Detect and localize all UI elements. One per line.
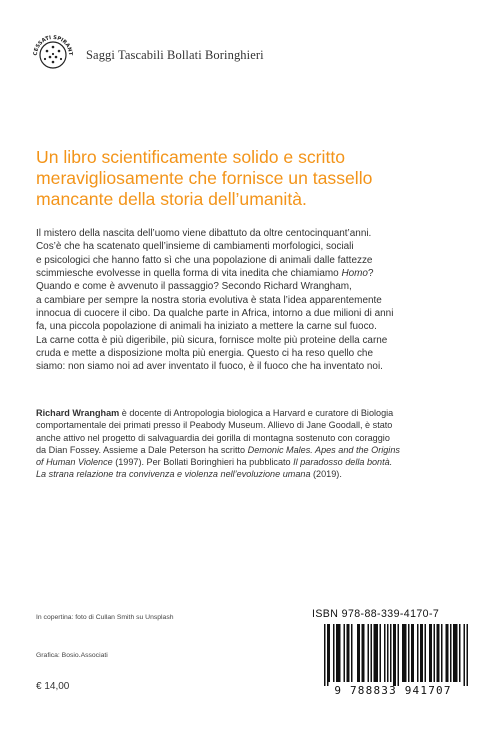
bio-text: è docente di Antropologia biologica a Harvard e curatore di Biologia <box>119 408 394 418</box>
bio-line <box>36 407 476 419</box>
barcode-bar <box>371 624 373 682</box>
barcode-bar <box>464 624 466 686</box>
barcode-bar <box>459 624 461 682</box>
barcode-bar <box>434 624 436 682</box>
bio-line <box>36 456 476 468</box>
barcode-bar <box>351 624 353 682</box>
barcode-bar <box>390 624 392 682</box>
barcode-bar <box>329 624 331 682</box>
barcode-bar <box>362 624 364 682</box>
series-name: Saggi Tascabili Bollati Boringhieri <box>86 47 264 62</box>
barcode-bar <box>453 624 455 682</box>
barcode-bar <box>398 624 400 686</box>
description-line: e psicologici che hanno fatto sì che una popolazione di animali dalle fattezze <box>36 254 373 266</box>
barcode-bar <box>339 624 341 682</box>
barcode-bar <box>447 624 449 682</box>
isbn-label: ISBN 978-88-339-4170-7 <box>312 608 440 620</box>
barcode-bar <box>344 624 346 682</box>
header <box>30 32 264 78</box>
homo-word: Homo <box>341 268 368 280</box>
graphics-credit: Grafica: Bosio.Associati <box>36 652 108 659</box>
barcode-bar <box>359 624 361 682</box>
barcode-bar <box>425 624 427 682</box>
bio-line <box>36 468 476 480</box>
barcode-bar <box>357 624 359 682</box>
barcode-bar <box>363 624 365 682</box>
description-text: scimmiesche evolvesse in quella forma di vita inedita che chiamiamo <box>36 268 339 280</box>
barcode-bar <box>441 624 443 682</box>
barcode-bar <box>384 624 386 682</box>
bio-line: comportamentale dei primati presso il Peabody Museum. Allievo di Jane Goodall, è stato <box>36 420 393 431</box>
barcode-bar <box>420 624 422 682</box>
bio-text: (1997). Per Bollati Boringhieri ha pubblicato <box>112 457 294 468</box>
barcode-bar <box>387 624 389 682</box>
barcode-bar <box>429 624 431 682</box>
barcode-bar <box>456 624 458 682</box>
barcode-bar <box>374 624 376 682</box>
description-line: a cambiare per sempre la nostra storia evolutiva è stata l’idea apparentemente <box>36 294 382 306</box>
barcode-bar <box>368 624 370 682</box>
headline-line: Un libro scientificamente solido e scritto <box>36 147 345 167</box>
barcode-bar <box>405 624 407 682</box>
barcode-bar <box>336 624 338 682</box>
bio-text: da Dian Fossey. Assieme a Dale Peterson ha scritto <box>36 444 248 455</box>
author-name: Richard Wrangham <box>36 408 120 418</box>
cover-credit: In copertina: foto di Cullan Smith su Unsplash <box>36 614 174 621</box>
headline <box>36 147 476 210</box>
description-line: La carne cotta è più digeribile, più sicura, fornisce molte più proteine della carne <box>36 334 388 346</box>
barcode-bar <box>402 624 404 682</box>
barcode-bar <box>413 624 415 682</box>
description-line: Cos’è che ha scatenato quell’insieme di cambiamenti morfologici, sociali <box>36 241 354 253</box>
barcode-bar <box>446 624 448 682</box>
barcode-bar <box>327 624 329 686</box>
barcode-bar <box>411 624 413 682</box>
description-line: innocua di cuocere il cibo. Da qualche parte in Africa, intorno a due milioni di anni <box>36 308 394 320</box>
barcode-bar <box>431 624 433 682</box>
barcode-bar <box>348 624 350 682</box>
logo-text: CESSATI SPIRANT <box>32 34 74 56</box>
headline-line: meravigliosamente che fornisce un tassello <box>36 168 373 188</box>
barcode-bar <box>422 624 424 682</box>
description-text: ? <box>367 268 374 280</box>
description-line: cruda e mette a disposizione molta più energia. Questo ci ha reso quello che <box>36 348 373 360</box>
author-bio <box>36 407 476 481</box>
barcode-bar <box>380 624 382 682</box>
description-line: fa, una piccola popolazione di animali ha iniziato a mettere la carne sul fuoco. <box>36 321 377 333</box>
barcode-bar <box>450 624 452 682</box>
barcode-bar <box>408 624 410 682</box>
bio-line: anche attivo nel progetto di salvaguardia dei gorilla di montagna sostenuto con coraggio <box>36 432 390 443</box>
description-line: siamo: non siamo noi ad aver inventato il fuoco, è il fuoco che ha inventato noi. <box>36 361 383 373</box>
barcode-bar <box>437 624 439 682</box>
publisher-logo <box>30 32 76 78</box>
barcode-bar <box>417 624 419 682</box>
barcode-bar <box>393 624 395 686</box>
barcode-digits: 9 788833 941707 <box>334 684 452 696</box>
description-line <box>36 267 476 280</box>
barcode <box>312 624 474 696</box>
book-title: La strana relazione tra convivenza e violenza nell’evoluzione umana <box>36 469 311 480</box>
barcode-bar <box>324 624 326 686</box>
book-title: of Human Violence <box>36 457 113 468</box>
book-title: Il paradosso della bontà. <box>293 457 393 468</box>
barcode-bar <box>467 624 469 686</box>
barcode-bar <box>347 624 349 682</box>
description-line: Il mistero della nascita dell’uomo viene dibattuto da oltre centocinquant’anni. <box>36 228 372 239</box>
barcode-bar <box>333 624 335 682</box>
bio-line <box>36 444 476 456</box>
price: € 14,00 <box>36 681 70 692</box>
description-line: Quando e come è avvenuto il passaggio? Secondo Richard Wrangham, <box>36 281 352 293</box>
barcode-bar <box>375 624 377 682</box>
barcode-bar <box>455 624 457 682</box>
barcode-bar <box>404 624 406 682</box>
headline-line: mancante della storia dell’umanità. <box>36 189 307 209</box>
barcode-bar <box>438 624 440 682</box>
book-title: Demonic Males. Apes and the Origins <box>247 444 400 455</box>
barcode-bar <box>338 624 340 682</box>
barcode-bar <box>395 624 397 686</box>
book-description <box>36 227 476 374</box>
barcode-bar <box>377 624 379 682</box>
bio-text: (2019). <box>310 469 342 480</box>
